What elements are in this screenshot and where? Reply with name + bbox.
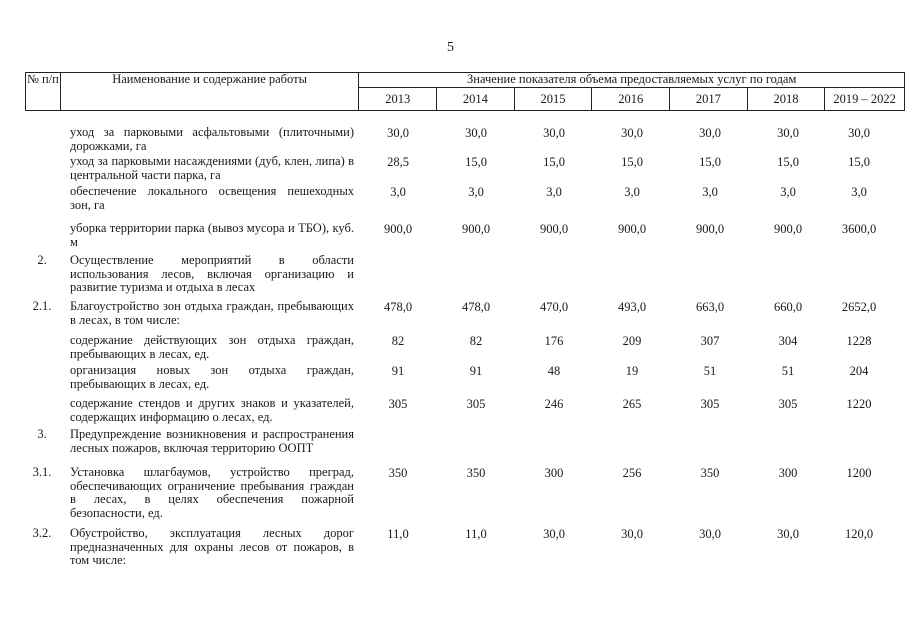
row-value: 900,0 — [773, 222, 803, 236]
row-value: 51 — [703, 364, 717, 378]
row-name: Предупреждение возникновения и распространения лесных пожаров, включая территорию ООПТ — [70, 427, 354, 455]
row-value: 19 — [625, 364, 639, 378]
row-value: 209 — [622, 334, 642, 348]
header-group: Значение показателя объема предоставляемых услуг по годам — [359, 73, 905, 88]
header-year: 2019 – 2022 — [825, 88, 905, 111]
row-value: 1228 — [846, 334, 872, 348]
row-number: 2. — [37, 253, 47, 267]
row-value: 478,0 — [461, 300, 491, 314]
row-value: 493,0 — [617, 300, 647, 314]
row-value: 307 — [700, 334, 720, 348]
row-number: 3. — [37, 427, 47, 441]
row-value: 11,0 — [465, 527, 487, 541]
header-name: Наименование и содержание работы — [60, 73, 359, 111]
row-value: 30,0 — [387, 126, 409, 140]
row-value: 3,0 — [390, 185, 406, 199]
row-value: 305 — [388, 397, 408, 411]
row-value: 1220 — [846, 397, 872, 411]
header-year: 2015 — [514, 88, 592, 111]
row-value: 30,0 — [699, 126, 721, 140]
row-value: 300 — [544, 466, 564, 480]
row-value: 350 — [466, 466, 486, 480]
header-num: № п/п — [26, 73, 61, 111]
row-value: 470,0 — [539, 300, 569, 314]
row-value: 15,0 — [699, 155, 721, 169]
header-year: 2017 — [670, 88, 748, 111]
row-name: обеспечение локального освещения пешеходных зон, га — [70, 184, 354, 212]
page-number: 5 — [447, 40, 454, 55]
row-value: 15,0 — [621, 155, 643, 169]
row-number: 3.2. — [32, 526, 52, 540]
header-year: 2016 — [592, 88, 670, 111]
row-value: 1200 — [846, 466, 872, 480]
row-value: 30,0 — [465, 126, 487, 140]
row-value: 15,0 — [543, 155, 565, 169]
row-value: 3,0 — [702, 185, 718, 199]
row-value: 300 — [778, 466, 798, 480]
row-value: 176 — [544, 334, 564, 348]
row-value: 256 — [622, 466, 642, 480]
row-value: 82 — [469, 334, 483, 348]
row-value: 900,0 — [461, 222, 491, 236]
header-year: 2014 — [437, 88, 515, 111]
row-value: 305 — [778, 397, 798, 411]
row-value: 478,0 — [383, 300, 413, 314]
row-number: 3.1. — [32, 465, 52, 479]
row-value: 3,0 — [780, 185, 796, 199]
row-value: 660,0 — [773, 300, 803, 314]
row-value: 305 — [466, 397, 486, 411]
row-name: Установка шлагбаумов, устройство преград, обеспечивающих ограничение пребывания граждан в лесах, в целях обеспечения пожарной безопасности, ед. — [70, 465, 354, 520]
row-value: 663,0 — [695, 300, 725, 314]
row-name: уборка территории парка (вывоз мусора и ТБО), куб. м — [70, 221, 354, 249]
row-value: 265 — [622, 397, 642, 411]
row-value: 30,0 — [848, 126, 870, 140]
row-value: 30,0 — [543, 126, 565, 140]
row-name: уход за парковыми насаждениями (дуб, клен, липа) в центральной части парка, га — [70, 154, 354, 182]
row-name: Благоустройство зон отдыха граждан, пребывающих в лесах, в том числе: — [70, 299, 354, 327]
row-name: уход за парковыми асфальтовыми (плиточными) дорожками, га — [70, 125, 354, 153]
row-number: 2.1. — [32, 299, 52, 313]
row-value: 91 — [391, 364, 405, 378]
row-value: 3,0 — [546, 185, 562, 199]
header-year: 2018 — [747, 88, 825, 111]
row-value: 30,0 — [777, 126, 799, 140]
row-value: 30,0 — [777, 527, 799, 541]
row-value: 11,0 — [387, 527, 409, 541]
row-value: 900,0 — [539, 222, 569, 236]
row-value: 15,0 — [777, 155, 799, 169]
row-name: содержание стендов и других знаков и указателей, содержащих информацию о лесах, ед. — [70, 396, 354, 424]
row-value: 51 — [781, 364, 795, 378]
row-value: 15,0 — [848, 155, 870, 169]
row-value: 30,0 — [621, 527, 643, 541]
row-value: 900,0 — [617, 222, 647, 236]
row-value: 48 — [547, 364, 561, 378]
row-value: 350 — [388, 466, 408, 480]
row-name: содержание действующих зон отдыха граждан, пребывающих в лесах, ед. — [70, 333, 354, 361]
row-value: 30,0 — [543, 527, 565, 541]
row-value: 3,0 — [468, 185, 484, 199]
row-value: 900,0 — [383, 222, 413, 236]
row-value: 2652,0 — [841, 300, 877, 314]
row-value: 3600,0 — [841, 222, 877, 236]
row-value: 30,0 — [699, 527, 721, 541]
row-name: Осуществление мероприятий в области использования лесов, включая организацию и развитие туризма и отдыха в лесах — [70, 253, 354, 294]
header-year: 2013 — [359, 88, 437, 111]
row-value: 91 — [469, 364, 483, 378]
row-value: 204 — [849, 364, 869, 378]
row-value: 246 — [544, 397, 564, 411]
row-value: 304 — [778, 334, 798, 348]
row-value: 30,0 — [621, 126, 643, 140]
row-value: 120,0 — [844, 527, 874, 541]
row-value: 3,0 — [851, 185, 867, 199]
row-value: 900,0 — [695, 222, 725, 236]
row-value: 3,0 — [624, 185, 640, 199]
row-value: 305 — [700, 397, 720, 411]
row-value: 82 — [391, 334, 405, 348]
row-value: 350 — [700, 466, 720, 480]
row-value: 28,5 — [387, 155, 409, 169]
row-name: организация новых зон отдыха граждан, пребывающих в лесах, ед. — [70, 363, 354, 391]
row-name: Обустройство, эксплуатация лесных дорог предназначенных для охраны лесов от пожаров, в том числе: — [70, 526, 354, 567]
row-value: 15,0 — [465, 155, 487, 169]
